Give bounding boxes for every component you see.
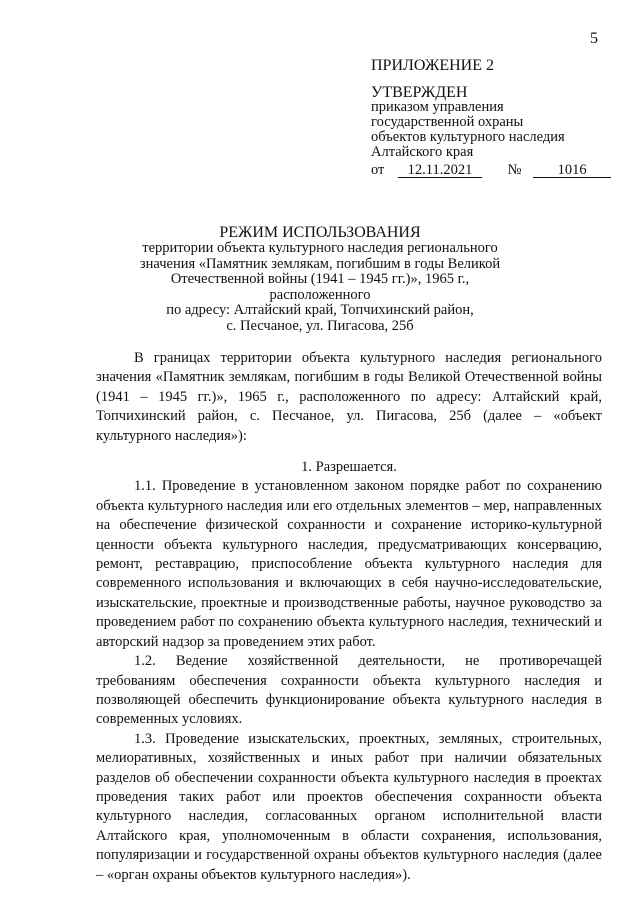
order-number: 1016 [533,163,611,178]
title-line: Отечественной войны (1941 – 1945 гг.)», 1965 г., расположенного [170,271,470,303]
order-date: 12.11.2021 [398,163,482,178]
section-title: 1. Разрешается. [301,459,397,476]
page-number: 5 [590,30,598,47]
clause-1-1: 1.1. Проведение в установленном законом порядке работ по сохранению объекта культурного наследия или его отдельных элементов – мер, направленных на обеспечение физической сохранности и сохранение историко-культурной ценности объекта культурного наследия, предусматривающих консервацию, ремонт, реставрацию, приспособление объекта культурного наследия для современного использования и включающих в себя научно-исследовательские, изыскательские, проектные и производственные работы, научное руководство за проведением работ по сохранению объекта культурного наследия, технический и авторский надзор за проведением этих работ. [96,478,602,650]
approval-line: Алтайского края [371,144,474,160]
from-label: от [371,162,385,178]
intro-paragraph: В границах территории объекта культурного наследия регионального значения «Памятник землякам, погибшим в годы Великой Отечественной войны (1941 – 1945 гг.)», 1965 г., расположенного по адресу: Алтайский край, Топчихинский район, с. Песчаное, ул. Пигасова, 25б (далее – «объект культурного наследия»): [96,350,602,444]
approved-label: УТВЕРЖДЕН [371,84,468,101]
approval-line: объектов культурного наследия [371,129,565,145]
approval-line: приказом управления [371,99,504,115]
clause-1-2: 1.2. Ведение хозяйственной деятельности, не противоречащей требованиям обеспечения сохранности объекта культурного наследия и позволяющей обеспечить функционирование объекта культурного наследия в современных условиях. [96,653,602,728]
document-title [120,224,520,334]
order-dateline [371,163,621,178]
approval-block [371,58,621,178]
document-body [96,349,602,885]
appendix-label: ПРИЛОЖЕНИЕ 2 [371,57,495,74]
title-heading: РЕЖИМ ИСПОЛЬЗОВАНИЯ [219,224,421,241]
approval-line: государственной охраны [371,114,524,130]
title-line: значения «Памятник землякам, погибшим в годы Великой [139,255,501,272]
title-line: территории объекта культурного наследия регионального [142,240,498,256]
title-line: с. Песчаное, ул. Пигасова, 25б [226,317,414,334]
number-label: № [507,162,522,178]
clause-1-3: 1.3. Проведение изыскательских, проектных, земляных, строительных, мелиоративных, хозяйственных и иных работ при наличии обязательных разделов об обеспечении сохранности объекта культурного наследия в проектах проведения таких работ или проектов обеспечения сохранности объекта культурного наследия, согласованных органом исполнительной власти Алтайского края, уполномоченным в области сохранения, использования, популяризации и государственной охраны объектов культурного наследия (далее – «орган охраны объектов культурного наследия»). [96,730,602,883]
title-line: по адресу: Алтайский край, Топчихинский район, [166,302,474,318]
